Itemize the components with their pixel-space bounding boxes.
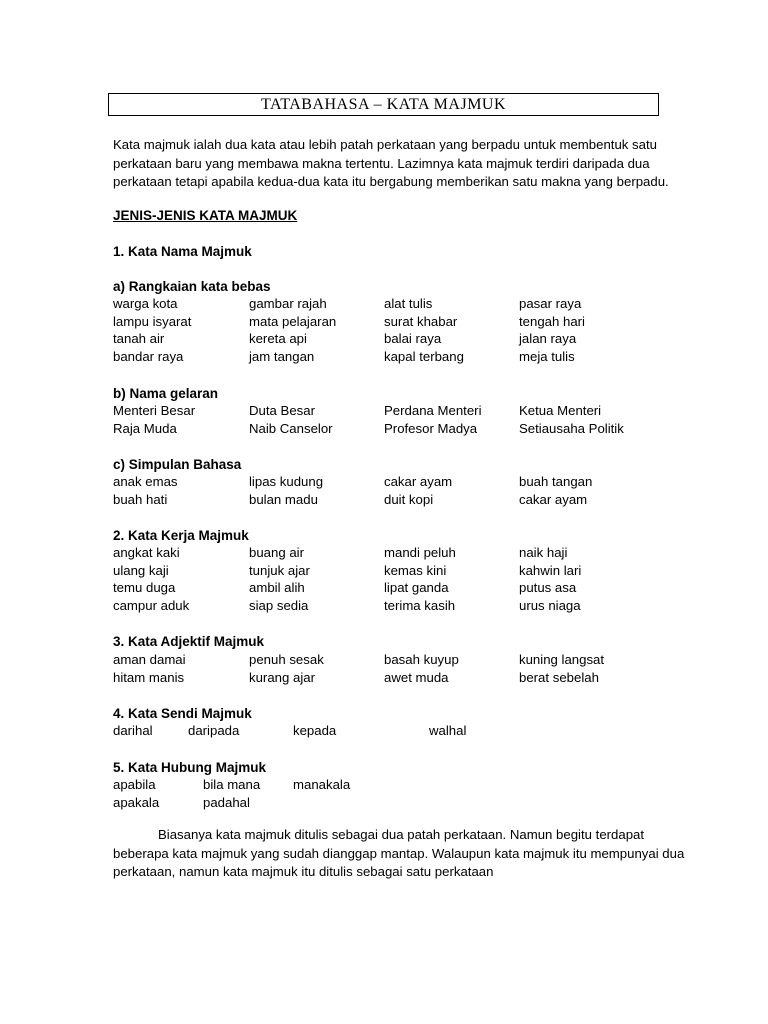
word-cell: putus asa xyxy=(519,580,577,596)
word-cell: balai raya xyxy=(384,331,442,347)
word-cell: buang air xyxy=(249,545,304,560)
word-cell: cakar ayam xyxy=(384,474,453,489)
word-cell: temu duga xyxy=(113,580,176,596)
word-cell: penuh sesak xyxy=(249,652,324,667)
word-cell: kereta api xyxy=(249,331,307,347)
word-cell: kahwin lari xyxy=(519,562,582,578)
word-cell: apabila xyxy=(113,777,156,792)
word-cell: basah kuyup xyxy=(384,652,459,667)
word-cell: naik haji xyxy=(519,545,568,560)
word-cell: ambil alih xyxy=(249,580,305,596)
word-cell: siap sedia xyxy=(249,598,309,614)
word-cell: kapal terbang xyxy=(384,349,464,365)
word-cell: cakar ayam xyxy=(519,491,588,507)
word-cell: angkat kaki xyxy=(113,545,180,560)
word-cell: bandar raya xyxy=(113,349,184,365)
intro-paragraph xyxy=(113,136,669,192)
word-cell: Perdana Menteri xyxy=(384,403,482,418)
section-heading-nama: 1. Kata Nama Majmuk xyxy=(113,244,252,259)
section-heading-kerja: 2. Kata Kerja Majmuk xyxy=(113,528,249,543)
word-cell: awet muda xyxy=(384,669,449,685)
word-cell: daripada xyxy=(188,723,240,738)
word-cell: duit kopi xyxy=(384,491,434,507)
word-cell: surat khabar xyxy=(384,313,458,329)
word-cell: warga kota xyxy=(113,296,178,311)
word-cell: alat tulis xyxy=(384,296,433,311)
section-heading-sendi: 4. Kata Sendi Majmuk xyxy=(113,706,252,721)
word-cell: buah tangan xyxy=(519,474,593,489)
document-title: TATABAHASA – KATA MAJMUK xyxy=(108,93,659,116)
word-cell: ulang kaji xyxy=(113,562,169,578)
word-cell: kuning langsat xyxy=(519,652,605,667)
word-cell: Duta Besar xyxy=(249,403,315,418)
word-cell: Setiausaha Politik xyxy=(519,420,624,436)
section-heading-hubung: 5. Kata Hubung Majmuk xyxy=(113,760,267,775)
word-cell: Ketua Menteri xyxy=(519,403,602,418)
word-cell: urus niaga xyxy=(519,598,581,614)
word-cell: tengah hari xyxy=(519,313,585,329)
word-cell: berat sebelah xyxy=(519,669,599,685)
word-cell: kemas kini xyxy=(384,562,447,578)
word-cell: jalan raya xyxy=(519,331,577,347)
subsection-heading-simpulan: c) Simpulan Bahasa xyxy=(113,457,242,472)
subsection-heading-gelaran: b) Nama gelaran xyxy=(113,386,219,401)
intro-line: perkataan tetapi apabila kedua-dua kata itu bergabung memberikan satu makna yang berpadu. xyxy=(113,174,669,189)
outro-line: beberapa kata majmuk yang sudah dianggap mantap. Walaupun kata majmuk itu mempunyai dua xyxy=(113,845,685,861)
word-cell: campur aduk xyxy=(113,598,190,614)
word-cell: gambar rajah xyxy=(249,296,327,311)
word-cell: tanah air xyxy=(113,331,165,347)
word-cell: apakala xyxy=(113,794,160,810)
word-cell: buah hati xyxy=(113,491,168,507)
word-cell: bila mana xyxy=(203,777,261,792)
intro-line: perkataan baru yang membawa makna tertentu. Lazimnya kata majmuk terdiri daripada dua xyxy=(113,155,650,171)
word-cell: meja tulis xyxy=(519,349,575,365)
subsection-heading-rangkaian: a) Rangkaian kata bebas xyxy=(113,279,271,294)
word-cell: darihal xyxy=(113,723,153,738)
word-cell: manakala xyxy=(293,777,351,792)
word-cell: jam tangan xyxy=(249,349,315,365)
word-cell: pasar raya xyxy=(519,296,582,311)
word-cell: kepada xyxy=(293,723,337,738)
main-heading: JENIS-JENIS KATA MAJMUK xyxy=(113,208,298,223)
outro-paragraph xyxy=(113,826,685,882)
word-cell: bulan madu xyxy=(249,491,318,507)
outro-line: perkataan, namun kata majmuk itu ditulis sebagai satu perkataan xyxy=(113,864,494,879)
section-heading-adjektif: 3. Kata Adjektif Majmuk xyxy=(113,634,265,649)
word-cell: padahal xyxy=(203,794,250,810)
word-cell: lampu isyarat xyxy=(113,313,192,329)
word-cell: tunjuk ajar xyxy=(249,562,310,578)
outro-line: Biasanya kata majmuk ditulis sebagai dua patah perkataan. Namun begitu terdapat xyxy=(158,827,645,842)
word-cell: Menteri Besar xyxy=(113,403,196,418)
word-cell: kurang ajar xyxy=(249,669,315,685)
word-cell: lipat ganda xyxy=(384,580,449,596)
word-cell: mandi peluh xyxy=(384,545,456,560)
word-cell: walhal xyxy=(429,723,467,738)
word-cell: anak emas xyxy=(113,474,178,489)
word-cell: lipas kudung xyxy=(249,474,324,489)
word-cell: mata pelajaran xyxy=(249,313,337,329)
word-cell: Profesor Madya xyxy=(384,420,478,436)
word-cell: terima kasih xyxy=(384,598,456,614)
word-cell: Raja Muda xyxy=(113,420,177,436)
word-cell: aman damai xyxy=(113,652,186,667)
intro-line: Kata majmuk ialah dua kata atau lebih patah perkataan yang berpadu untuk membentuk satu xyxy=(113,137,657,152)
word-cell: Naib Canselor xyxy=(249,420,333,436)
word-cell: hitam manis xyxy=(113,669,185,685)
